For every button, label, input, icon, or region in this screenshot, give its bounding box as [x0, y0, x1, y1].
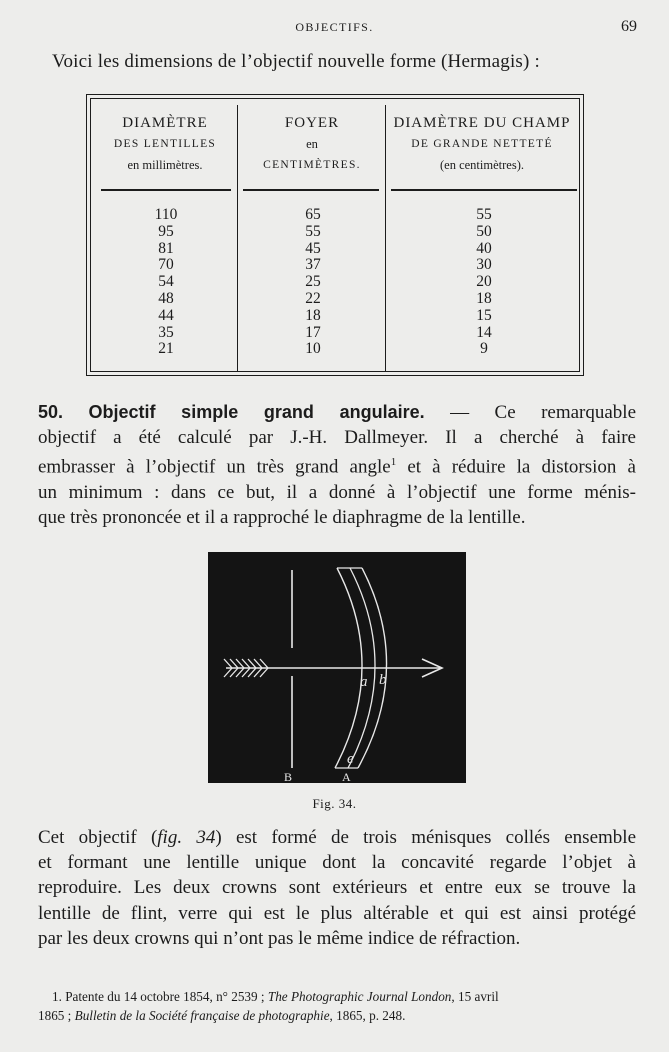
column-header-line: DIAMÈTRE DU CHAMP — [393, 115, 571, 131]
table-cell: 17 — [305, 323, 321, 341]
table-cell: 55 — [476, 206, 492, 223]
paragraph-line: objectif a été calculé par J.-H. Dallmeyer. Il a cherché à faire — [38, 427, 636, 449]
column-header-line: en — [306, 137, 318, 151]
table-cell: 18 — [305, 306, 321, 324]
dimensions-table — [86, 94, 584, 376]
column-champ-values — [464, 207, 504, 358]
column-divider — [385, 105, 386, 371]
line-text: — Ce remarquable — [450, 402, 637, 423]
section-number: 50. — [38, 402, 64, 422]
column-header-line: en millimètres. — [127, 158, 203, 172]
paragraph-line: par les deux crowns qui n’ont pas le même indice de réfraction. — [38, 927, 521, 949]
column-header-diametre — [91, 113, 239, 176]
table-cell: 50 — [476, 222, 492, 240]
table-cell: 70 — [158, 256, 174, 274]
footnote-text: 1. Patente du 14 octobre 1854, n° 2539 ; — [52, 989, 268, 1004]
footnote-marker: 1 — [390, 456, 397, 469]
journal-title: The Photographic Journal London — [267, 989, 452, 1004]
table-cell: 15 — [476, 306, 492, 324]
table-cell: 44 — [158, 306, 174, 324]
figure-reference: fig. 34 — [157, 827, 216, 848]
table-cell: 9 — [480, 340, 488, 358]
section-title: Objectif simple grand angulaire. — [88, 402, 425, 422]
section-50-paragraph — [38, 400, 636, 530]
table-cell: 35 — [158, 323, 174, 341]
header-rule — [101, 189, 231, 191]
column-header-foyer — [239, 113, 385, 176]
line-text: ) est formé de trois ménisques collés ensemble — [215, 827, 636, 848]
footnote-line — [38, 988, 638, 1007]
label-B: B — [284, 770, 293, 783]
table-cell: 14 — [476, 323, 492, 341]
description-paragraph — [38, 825, 636, 951]
footnote-text: 1865 ; — [38, 1007, 75, 1023]
page-number: 69 — [621, 18, 637, 35]
footnote-text: , 15 avril — [451, 989, 499, 1004]
column-divider — [237, 105, 238, 371]
line-text: Cet objectif ( — [38, 827, 158, 848]
line-text: et à réduire la distorsion à — [396, 456, 636, 478]
table-cell: 30 — [476, 256, 492, 274]
table-cell: 55 — [305, 222, 321, 240]
column-header-line: DIAMÈTRE — [122, 115, 208, 131]
table-cell: 110 — [154, 206, 178, 223]
table-cell: 54 — [158, 273, 174, 291]
table-cell: 48 — [158, 289, 174, 307]
column-header-line: (en centimètres). — [440, 158, 524, 172]
column-header-line: DES LENTILLES — [113, 138, 217, 150]
figure-caption: Fig. 34. — [312, 796, 357, 811]
paragraph-line — [38, 400, 636, 425]
column-header-champ — [385, 113, 579, 176]
table-cell: 20 — [476, 273, 492, 291]
paragraph-line — [38, 450, 636, 480]
table-cell: 37 — [305, 256, 321, 274]
table-cell: 81 — [158, 239, 174, 257]
column-foyer-values — [293, 207, 333, 358]
table-cell: 45 — [305, 239, 321, 257]
paragraph-line: que très prononcée et il a rapproché le diaphragme de la lentille. — [38, 507, 526, 529]
paragraph-line: un minimum : dans ce but, il a donné à l’objectif une forme ménis- — [38, 481, 636, 503]
label-b: b — [379, 672, 387, 688]
label-A: A — [342, 770, 351, 783]
table-cell: 22 — [305, 289, 321, 307]
header-rule — [243, 189, 379, 191]
paragraph-line: reproduire. Les deux crowns sont extérieurs et entre eux se trouve la — [38, 877, 636, 899]
lens-figure — [208, 552, 466, 783]
table-inner-frame — [90, 98, 580, 372]
table-cell: 65 — [305, 206, 321, 223]
paragraph-line — [38, 825, 636, 850]
running-head: OBJECTIFS. — [295, 20, 374, 34]
table-cell: 95 — [158, 222, 174, 240]
column-header-line: DE GRANDE NETTETÉ — [411, 138, 553, 150]
paragraph-line: et formant une lentille unique dont la concavité regarde l’objet à — [38, 852, 636, 874]
table-cell: 21 — [158, 340, 174, 358]
label-a: a — [360, 674, 368, 690]
column-header-line: CENTIMÈTRES. — [263, 159, 361, 171]
paragraph-line: lentille de flint, verre qui est le plus altérable et qui est ainsi protégé — [38, 902, 636, 924]
footnote-text: , 1865, p. 248. — [329, 1007, 406, 1023]
bulletin-title: Bulletin de la Société française de photographie — [74, 1007, 330, 1023]
table-cell: 10 — [305, 340, 321, 358]
table-cell: 40 — [476, 239, 492, 257]
footnote — [38, 988, 638, 1025]
header-rule — [391, 189, 577, 191]
footnote-line — [38, 1007, 638, 1026]
label-e: e — [347, 751, 354, 767]
line-text: embrasser à l’objectif un très grand angle — [38, 456, 391, 478]
column-diametre-values — [146, 207, 186, 358]
table-cell: 18 — [476, 289, 492, 307]
intro-line: Voici les dimensions de l’objectif nouvelle forme (Hermagis) : — [52, 51, 540, 72]
column-header-line: FOYER — [284, 115, 340, 131]
table-cell: 25 — [305, 273, 321, 291]
lens-diagram — [208, 552, 466, 783]
